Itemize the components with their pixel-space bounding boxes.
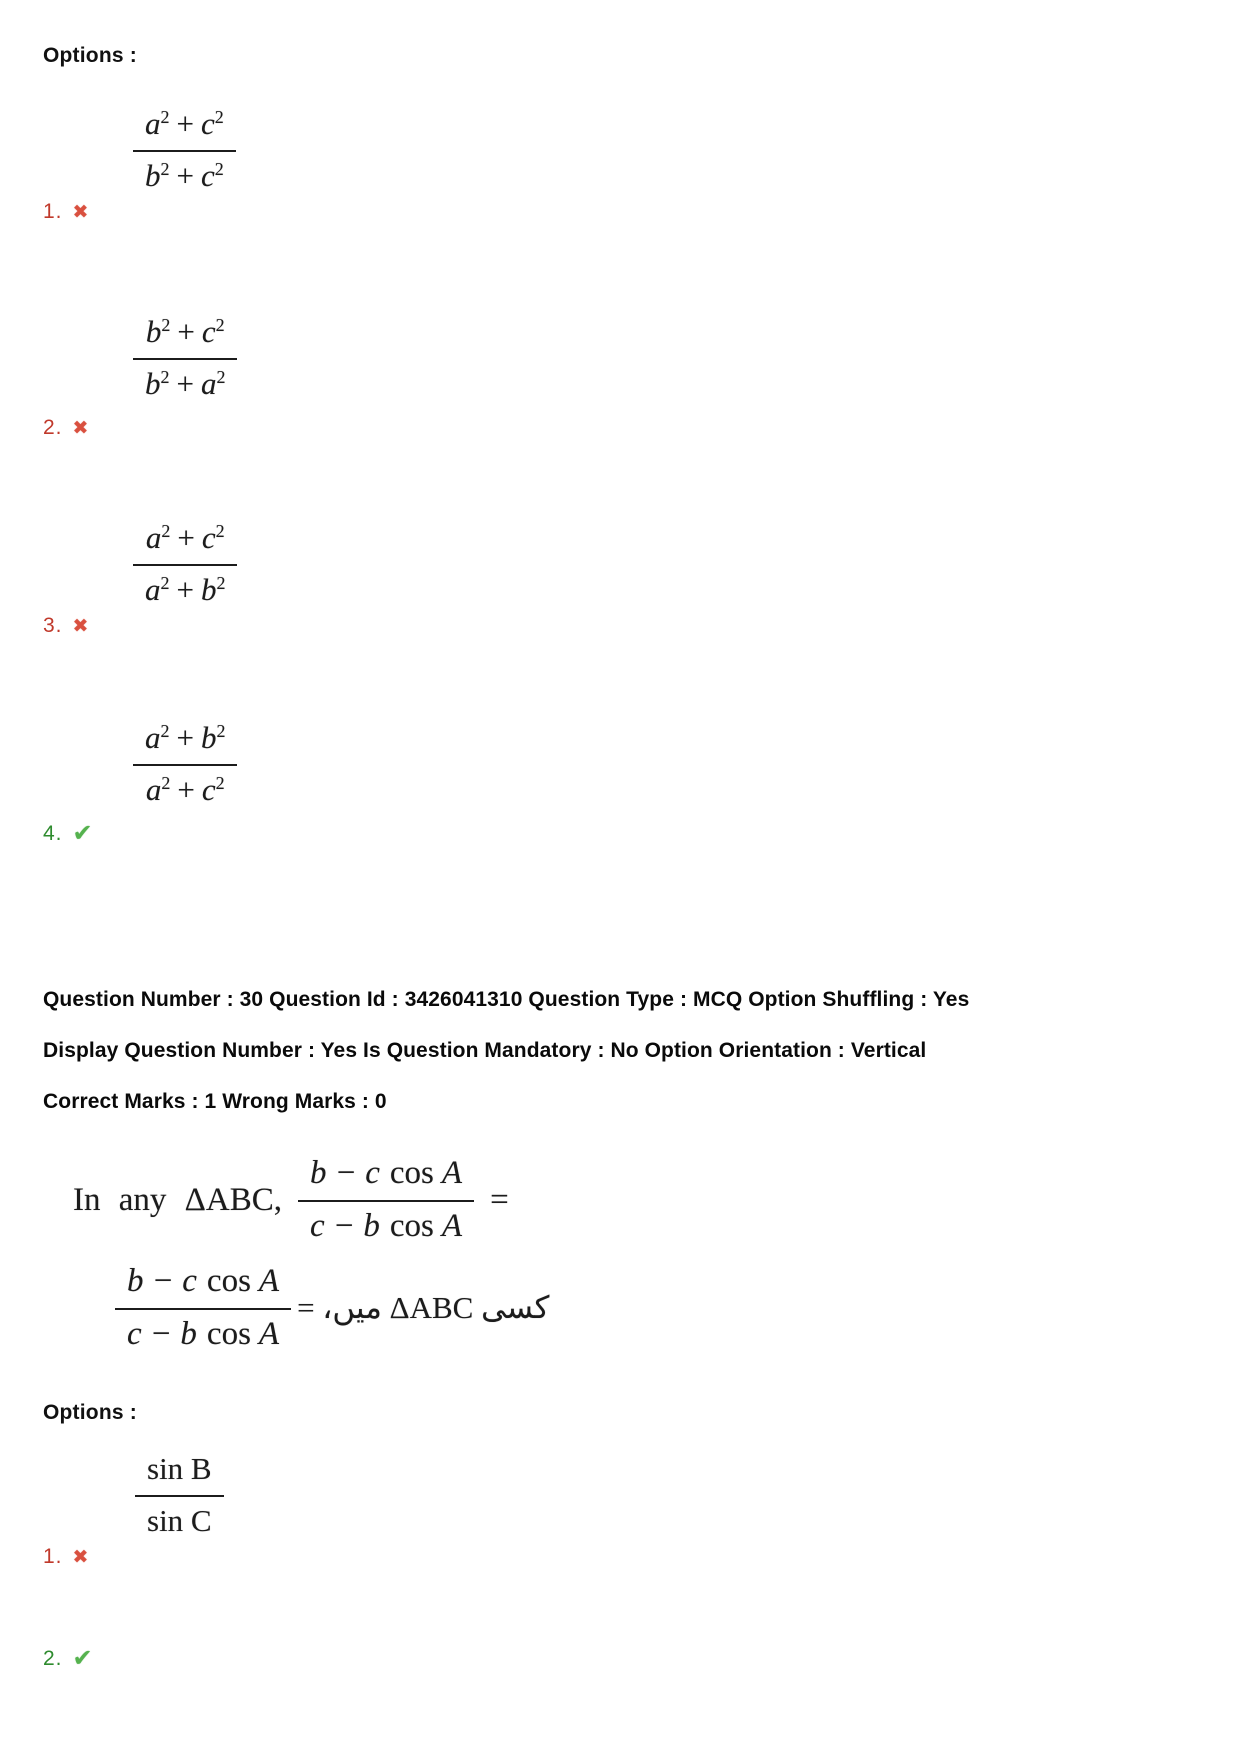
fraction-denominator: sin C <box>135 1495 224 1541</box>
math-var: b <box>145 314 162 349</box>
math-var: A <box>258 1263 280 1299</box>
math-var: b − c <box>309 1155 380 1191</box>
wrong-cross-icon: ✖ <box>72 1546 89 1568</box>
fraction-denominator <box>133 150 236 196</box>
option-number: 1. <box>43 1545 63 1568</box>
fraction-numerator: sin B <box>147 1451 212 1486</box>
math-var: a <box>145 520 162 555</box>
option-row-3 <box>43 440 1200 638</box>
math-exponent: 2 <box>214 159 224 180</box>
math-var: a <box>145 572 161 607</box>
math-exponent: 2 <box>160 107 170 128</box>
option-2-result <box>43 1647 1200 1671</box>
math-var: c <box>201 314 216 349</box>
math-operator: + <box>177 314 195 349</box>
math-exponent: 2 <box>214 107 224 128</box>
math-function: cos <box>389 1208 434 1244</box>
math-exponent: 2 <box>161 773 171 794</box>
question-metadata <box>43 974 1200 1127</box>
wrong-cross-icon: ✖ <box>72 417 89 439</box>
question-body-urdu <box>43 1261 1200 1355</box>
option-number: 1. <box>43 200 63 223</box>
option-2-fraction <box>133 312 237 404</box>
math-exponent: 2 <box>216 721 226 742</box>
math-exponent: 2 <box>160 721 170 742</box>
options-heading: Options : <box>43 44 137 67</box>
urdu-question-text: کسی ΔABC میں، = <box>297 1290 550 1325</box>
options-heading: Options : <box>43 1401 137 1424</box>
math-exponent: 2 <box>161 315 171 336</box>
option-1-fraction <box>133 104 236 196</box>
option-number: 4. <box>43 822 63 845</box>
fraction-denominator <box>133 764 237 810</box>
option-number: 3. <box>43 614 63 637</box>
math-function: cos <box>206 1263 251 1299</box>
math-var: c <box>201 520 216 555</box>
question-meta-line-3: Correct Marks : 1 Wrong Marks : 0 <box>43 1090 387 1113</box>
option-1-fraction <box>135 1449 224 1541</box>
math-var: b <box>145 158 161 193</box>
question-fraction-urdu <box>115 1261 291 1355</box>
question-meta-line-1: Question Number : 30 Question Id : 3426041310 Question Type : MCQ Option Shuffling : Yes <box>43 988 970 1011</box>
correct-check-icon: ✔ <box>72 1645 93 1672</box>
math-operator: + <box>176 158 194 193</box>
math-exponent: 2 <box>160 159 170 180</box>
math-var: a <box>145 720 161 755</box>
math-var: c <box>201 772 216 807</box>
math-exponent: 2 <box>161 521 171 542</box>
wrong-cross-icon: ✖ <box>72 201 89 223</box>
math-var: A <box>441 1155 463 1191</box>
option-row-1 <box>43 68 1200 224</box>
question-meta-line-2: Display Question Number : Yes Is Question Mandatory : No Option Orientation : Vertical <box>43 1039 927 1062</box>
math-var: a <box>200 366 217 401</box>
math-var: a <box>145 772 162 807</box>
fraction-numerator <box>133 518 237 564</box>
fraction-denominator <box>298 1200 474 1247</box>
math-operator: + <box>176 366 194 401</box>
option-4-result <box>43 822 1200 846</box>
math-exponent: 2 <box>215 315 225 336</box>
math-var: b <box>200 572 217 607</box>
math-function: cos <box>206 1316 251 1352</box>
question-fraction-english <box>298 1153 474 1247</box>
math-var: b <box>200 720 217 755</box>
math-var: c − b <box>309 1208 380 1244</box>
fraction-numerator <box>133 718 237 764</box>
math-var: A <box>441 1208 463 1244</box>
math-operator: + <box>176 572 194 607</box>
option-1-result <box>43 1545 1200 1569</box>
math-operator: + <box>176 106 194 141</box>
math-exponent: 2 <box>215 773 225 794</box>
question-text-prefix: In any ΔABC, <box>73 1181 282 1218</box>
option-3-result <box>43 614 1200 638</box>
math-exponent: 2 <box>160 367 170 388</box>
fraction-numerator <box>133 104 236 150</box>
math-var: b <box>145 366 161 401</box>
option-4-fraction <box>133 718 237 810</box>
option-row-2 <box>43 224 1200 440</box>
fraction-denominator <box>133 358 237 404</box>
math-var: c <box>200 158 215 193</box>
math-var: c − b <box>127 1316 197 1352</box>
option-1-result <box>43 200 1200 224</box>
equals-sign: = <box>490 1181 509 1218</box>
fraction-denominator <box>115 1308 291 1355</box>
option-number: 2. <box>43 1647 63 1670</box>
math-var: c <box>200 106 215 141</box>
math-operator: + <box>177 772 195 807</box>
math-exponent: 2 <box>216 573 226 594</box>
math-operator: + <box>176 720 194 755</box>
fraction-denominator <box>133 564 237 610</box>
option-2-result <box>43 416 1200 440</box>
fraction-numerator <box>133 312 237 358</box>
math-operator: + <box>177 520 195 555</box>
math-exponent: 2 <box>216 367 226 388</box>
math-exponent: 2 <box>160 573 170 594</box>
option-3-fraction <box>133 518 237 610</box>
question-body-english <box>43 1153 1200 1247</box>
option-number: 2. <box>43 416 63 439</box>
fraction-numerator <box>298 1153 474 1200</box>
wrong-cross-icon: ✖ <box>72 615 89 637</box>
math-function: cos <box>389 1155 434 1191</box>
math-var: b − c <box>127 1263 197 1299</box>
fraction-numerator <box>115 1261 291 1308</box>
math-var: A <box>258 1316 280 1352</box>
correct-check-icon: ✔ <box>72 820 93 847</box>
option-row-4 <box>43 638 1200 846</box>
math-exponent: 2 <box>215 521 225 542</box>
math-var: a <box>145 106 161 141</box>
option-row-1 <box>43 1425 1200 1569</box>
